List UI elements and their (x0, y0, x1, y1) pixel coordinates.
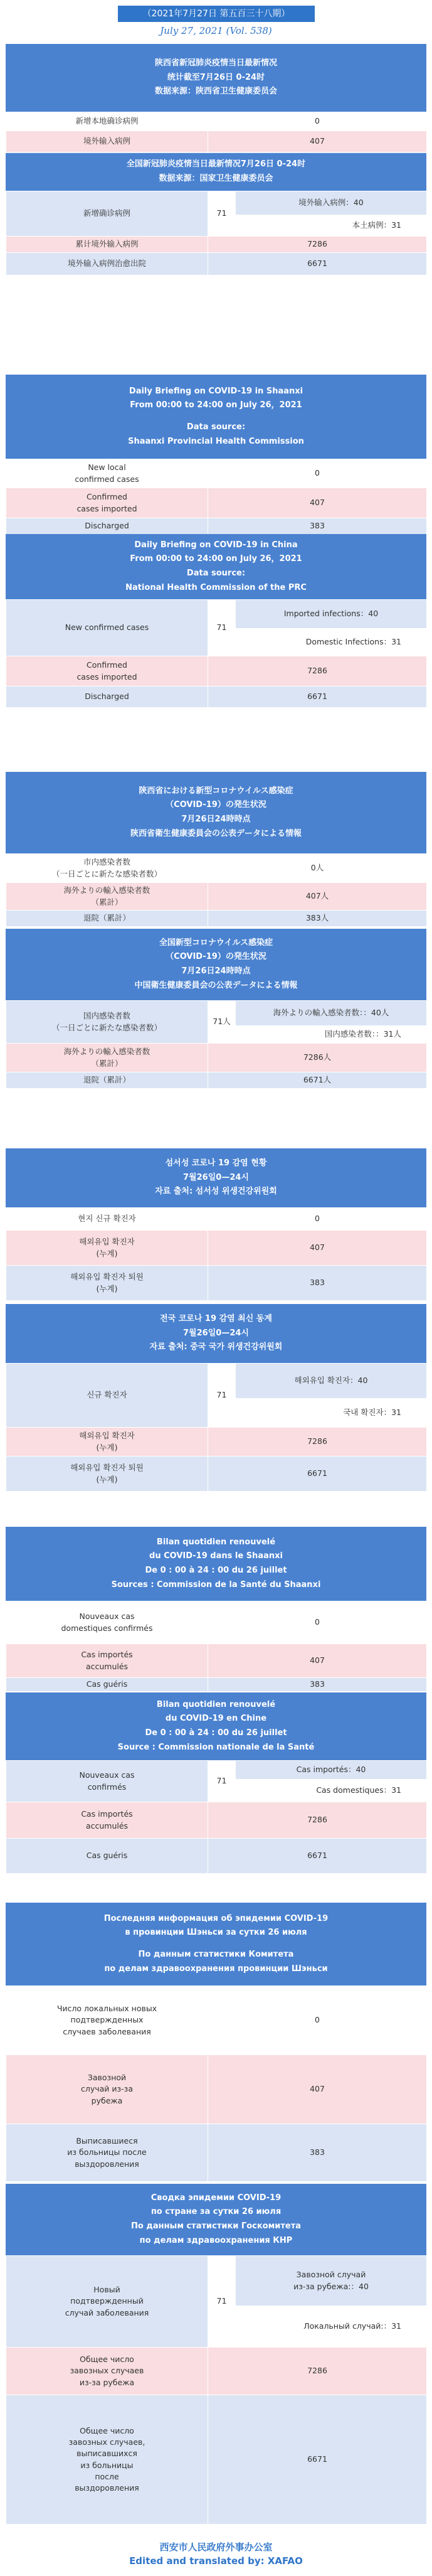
table-row (6, 1601, 427, 1644)
new-confirmed-label: 新增确诊病例 (6, 191, 208, 237)
new-confirmed-label: 신규 확진자 (6, 1364, 208, 1428)
row-label: 현지 신규 확진자 (6, 1208, 208, 1231)
row-label: 境外输入病例 (6, 131, 208, 152)
section-header-line: 全国新型コロナウイルス感染症 (159, 938, 273, 948)
section-header (6, 1903, 426, 1985)
issue-date-banner: （2021年7月27日 第五百三十八期） (118, 6, 315, 22)
row-label: 해외유입 확진자 퇴원 (누계) (6, 1266, 208, 1301)
row-label: Nouveaux cas domestiques confirmés (6, 1601, 208, 1644)
section-header-line: Data source: (186, 569, 246, 578)
table-row (6, 1802, 427, 1839)
section-header-line: 全国新冠肺炎疫情当日最新情况7月26日 0-24时 (126, 159, 306, 169)
row-value: 0 (208, 112, 427, 131)
table-row (6, 2348, 427, 2395)
table-row (6, 131, 427, 152)
footer-office-name: 西安市人民政府外事办公室 (159, 2541, 273, 2553)
section-header-line: du COVID-19 en Chine (165, 1714, 267, 1724)
table-row (6, 1364, 427, 1399)
table-row (6, 237, 427, 253)
row-value: 7286 (208, 656, 427, 687)
section-table (6, 1985, 427, 2182)
section-header-line: 전국 코로나 19 감염 최신 동계 (160, 1313, 272, 1323)
sub-breakdown-imported: 해외유입 확진자：40 (236, 1364, 427, 1399)
new-confirmed-label: 国内感染者数 （一日ごとに新たな感染者数） (6, 1001, 208, 1044)
section-table (6, 2255, 427, 2525)
row-label: 해외유입 확진자 (누계) (6, 1231, 208, 1266)
section-header-line: По данным статистики Госкомитета (130, 2221, 301, 2231)
briefing-section-ja-shaanxi (6, 772, 426, 927)
sub-breakdown-imported: Imported infections：40 (236, 600, 427, 629)
section-header-line: （COVID-19）の発生状況 (166, 800, 266, 810)
row-value: 7286 (208, 237, 427, 253)
section-header-line: 统计截至7月26日 0-24时 (167, 72, 265, 82)
briefing-section-fr-china (6, 1692, 426, 1874)
section-header-line: 섬서성 코로나 19 감염 현황 (165, 1158, 267, 1168)
new-confirmed-label: Nouveaux cas confirmés (6, 1761, 208, 1802)
row-label: 境外输入病例治愈出院 (6, 253, 208, 275)
row-value: 383 (208, 1266, 427, 1301)
issue-volume-line: July 27, 2021 (Vol. 538) (160, 25, 272, 36)
section-header-line: 数据来源：陕西省卫生健康委员会 (154, 87, 277, 97)
row-label: Завозной случай из-за рубежа (6, 2055, 208, 2124)
row-value: 407 (208, 488, 427, 518)
briefing-section-ru-shaanxi (6, 1903, 426, 2182)
section-header (6, 534, 426, 599)
section-header (6, 2184, 426, 2255)
section-header-line: 7월26일0—24시 (183, 1328, 249, 1338)
briefing-section-en-china (6, 534, 426, 708)
section-header-line: National Health Commission of the PRC (125, 582, 307, 592)
section-header-line: From 00:00 to 24:00 on July 26，2021 (130, 400, 302, 410)
section-header-line: в провинции Шэньси за сутки 26 июля (125, 1928, 307, 1938)
row-label: Discharged (6, 687, 208, 708)
section-header-line: Сводка эпидемии COVID-19 (150, 2193, 282, 2203)
section-header-line: Bilan quotidien renouvelé (156, 1699, 276, 1709)
row-label: 市内感染者数 （一日ごとに新たな感染者数） (6, 854, 208, 883)
row-label: 해외유입 확진자 (누계) (6, 1428, 208, 1456)
row-value: 7286 (208, 1802, 427, 1839)
new-confirmed-value: 71 (208, 191, 236, 237)
table-row (6, 1839, 427, 1874)
row-label: Число локальных новых подтвержденных случаев заболевания (6, 1986, 208, 2055)
table-row (6, 2256, 427, 2306)
section-header-line: du COVID-19 dans le Shaanxi (149, 1551, 283, 1561)
briefing-section-ko-shaanxi (6, 1148, 426, 1301)
section-header (6, 1148, 426, 1207)
new-confirmed-value: 71人 (208, 1001, 236, 1044)
section-header-line: по делам здравоохранения КНР (139, 2235, 293, 2245)
row-label: Discharged (6, 518, 208, 535)
section-table (6, 1601, 427, 1692)
section-table (6, 1207, 427, 1301)
row-label: Cas guéris (6, 1678, 208, 1692)
table-row (6, 883, 427, 911)
new-confirmed-value: 71 (208, 1364, 236, 1428)
table-row (6, 1266, 427, 1301)
new-confirmed-value: 71 (208, 2256, 236, 2348)
row-value: 7286人 (208, 1044, 427, 1072)
row-value: 383 (208, 518, 427, 535)
row-value: 7286 (208, 1428, 427, 1456)
briefing-section-en-shaanxi (6, 375, 426, 535)
sub-breakdown-domestic: 国内感染者数：：31人 (236, 1026, 427, 1044)
briefing-section-ru-china (6, 2184, 426, 2525)
new-confirmed-label: New confirmed cases (6, 600, 208, 656)
table-row (6, 1072, 427, 1089)
table-row (6, 1678, 427, 1692)
table-row (6, 488, 427, 518)
row-label: 退院（累計） (6, 1072, 208, 1089)
row-value: 0 (208, 1986, 427, 2055)
sub-breakdown-domestic: 本土病例：31 (236, 215, 427, 237)
table-row (6, 1208, 427, 1231)
sub-breakdown-imported: Завозной случай из-за рубежа:：40 (236, 2256, 427, 2306)
row-label: Cas importés accumulés (6, 1644, 208, 1678)
section-header-line: 陝西省衛生健康委員会の公表データによる情報 (130, 828, 302, 838)
section-table (6, 459, 427, 535)
table-row (6, 191, 427, 215)
sub-breakdown-imported: 境外输入病例：40 (236, 191, 427, 215)
table-row (6, 911, 427, 927)
row-value: 0 (208, 459, 427, 488)
section-header-line: De 0 : 00 à 24 : 00 du 26 juillet (145, 1566, 287, 1575)
table-row (6, 1456, 427, 1492)
row-value: 6671 (208, 1839, 427, 1874)
briefing-section-zh-china (6, 153, 426, 275)
table-row (6, 1044, 427, 1072)
new-confirmed-label: Новый подтвержденный случай заболевания (6, 2256, 208, 2348)
table-row (6, 687, 427, 708)
row-label: Cas guéris (6, 1839, 208, 1874)
row-label: 海外よりの輸入感染者数 （累計） (6, 883, 208, 911)
section-table (6, 1000, 427, 1089)
section-header-line: （COVID-19）の発生状況 (166, 952, 266, 962)
section-header (6, 929, 426, 1000)
row-value: 7286 (208, 2348, 427, 2395)
section-table (6, 853, 427, 927)
section-header-line: По данным статистики Комитета (138, 1950, 294, 1959)
row-value: 383人 (208, 911, 427, 927)
section-header (6, 44, 426, 112)
row-label: Выписавшиеся из больницы после выздоровления (6, 2124, 208, 2182)
sub-breakdown-domestic: Domestic Infections：31 (236, 629, 427, 656)
table-row (6, 1644, 427, 1678)
table-row (6, 854, 427, 883)
section-header (6, 375, 426, 459)
section-header-line: Data source: (186, 422, 246, 432)
row-value: 6671 (208, 253, 427, 275)
row-label: 해외유입 확진자 퇴원 (누계) (6, 1456, 208, 1492)
section-header-line: Bilan quotidien renouvelé (156, 1537, 276, 1547)
row-label: New local confirmed cases (6, 459, 208, 488)
briefing-section-ko-china (6, 1304, 426, 1492)
table-row (6, 112, 427, 131)
row-label: Общее число завозных случаев из-за рубежа (6, 2348, 208, 2395)
row-value: 407 (208, 2055, 427, 2124)
row-value: 6671 (208, 1456, 427, 1492)
section-header-line: Sources : Commission de la Santé du Shaanxi (111, 1579, 321, 1590)
section-table (6, 191, 427, 275)
row-value: 6671 (208, 687, 427, 708)
section-table (6, 599, 427, 708)
section-header-line: 7月26日24時時点 (181, 966, 251, 976)
section-header-line: Source : Commission nationale de la Santé (117, 1742, 315, 1752)
row-label: 新增本地确诊病例 (6, 112, 208, 131)
row-label: Confirmed cases imported (6, 488, 208, 518)
row-value: 383 (208, 1678, 427, 1692)
sub-breakdown-domestic: Локальный случай:：31 (236, 2306, 427, 2348)
section-header (6, 772, 426, 853)
row-value: 0 (208, 1601, 427, 1644)
table-row (6, 1761, 427, 1780)
section-header-line: Daily Briefing on COVID-19 in Shaanxi (129, 386, 303, 396)
table-row (6, 1428, 427, 1456)
row-label: 累计境外输入病例 (6, 237, 208, 253)
sub-breakdown-domestic: 국내 확진자：31 (236, 1399, 427, 1428)
sub-breakdown-imported: Cas importés：40 (236, 1761, 427, 1780)
section-header (6, 1527, 426, 1601)
table-row (6, 459, 427, 488)
footer-credit: Edited and translated by: XAFAO (129, 2555, 303, 2567)
section-header-line: Последняя информация об эпидемии COVID-19 (103, 1913, 329, 1923)
briefing-section-fr-shaanxi (6, 1527, 426, 1692)
sub-breakdown-imported: 海外よりの輸入感染者数：：40人 (236, 1001, 427, 1026)
new-confirmed-value: 71 (208, 600, 236, 656)
section-table (6, 1760, 427, 1874)
section-header-line: по стране за сутки 26 июля (150, 2207, 282, 2217)
section-header-line: 数据来源：国家卫生健康委员会 (159, 174, 273, 183)
row-label: Confirmed cases imported (6, 656, 208, 687)
row-value: 407人 (208, 883, 427, 911)
row-value: 0 (208, 1208, 427, 1231)
table-row (6, 600, 427, 629)
section-header-line: From 00:00 to 24:00 on July 26，2021 (130, 554, 302, 564)
section-header-line: 7月26日24時時点 (181, 815, 251, 824)
row-label: Cas importés accumulés (6, 1802, 208, 1839)
section-header-line: De 0 : 00 à 24 : 00 du 26 juillet (145, 1728, 287, 1738)
table-row (6, 253, 427, 275)
row-label: 海外よりの輸入感染者数 （累計） (6, 1044, 208, 1072)
row-value: 6671 (208, 2395, 427, 2525)
sub-breakdown-domestic: Cas domestiques：31 (236, 1780, 427, 1802)
section-header-line: 陕西省新冠肺炎疫情当日最新情况 (154, 58, 277, 68)
section-table (6, 1363, 427, 1492)
section-header (6, 1304, 426, 1363)
row-value: 6671人 (208, 1072, 427, 1089)
row-value: 407 (208, 1231, 427, 1266)
section-header-line: 자료 출처: 섬서성 위생건강위원회 (155, 1187, 277, 1197)
table-row (6, 1231, 427, 1266)
table-row (6, 656, 427, 687)
section-header-line: 中国衛生健康委員会の公表データによる情報 (134, 980, 298, 990)
section-header-line: Daily Briefing on COVID-19 in China (134, 540, 298, 550)
row-value: 407 (208, 131, 427, 152)
briefing-section-ja-china (6, 929, 426, 1089)
section-header-line: по делам здравоохранения провинции Шэньси (104, 1964, 328, 1974)
row-label: 退院（累計） (6, 911, 208, 927)
table-row (6, 2055, 427, 2124)
table-row (6, 1986, 427, 2055)
table-row (6, 518, 427, 535)
new-confirmed-value: 71 (208, 1761, 236, 1802)
row-value: 0人 (208, 854, 427, 883)
section-header (6, 153, 426, 191)
table-row (6, 1001, 427, 1026)
row-label: Общее число завозных случаев, выписавшихся из больницы после выздоровления (6, 2395, 208, 2525)
row-value: 383 (208, 2124, 427, 2182)
section-header-line: 7월26일0—24시 (183, 1172, 249, 1182)
section-header (6, 1692, 426, 1760)
table-row (6, 2124, 427, 2182)
row-value: 407 (208, 1644, 427, 1678)
table-row (6, 2395, 427, 2525)
briefing-section-zh-shaanxi (6, 44, 426, 170)
section-header-line: 陝西省における新型コロナウイルス感染症 (139, 786, 293, 796)
section-header-line: Shaanxi Provincial Health Commission (128, 436, 304, 446)
section-header-line: 자료 출처: 중국 국가 위생건강위원회 (149, 1342, 283, 1352)
